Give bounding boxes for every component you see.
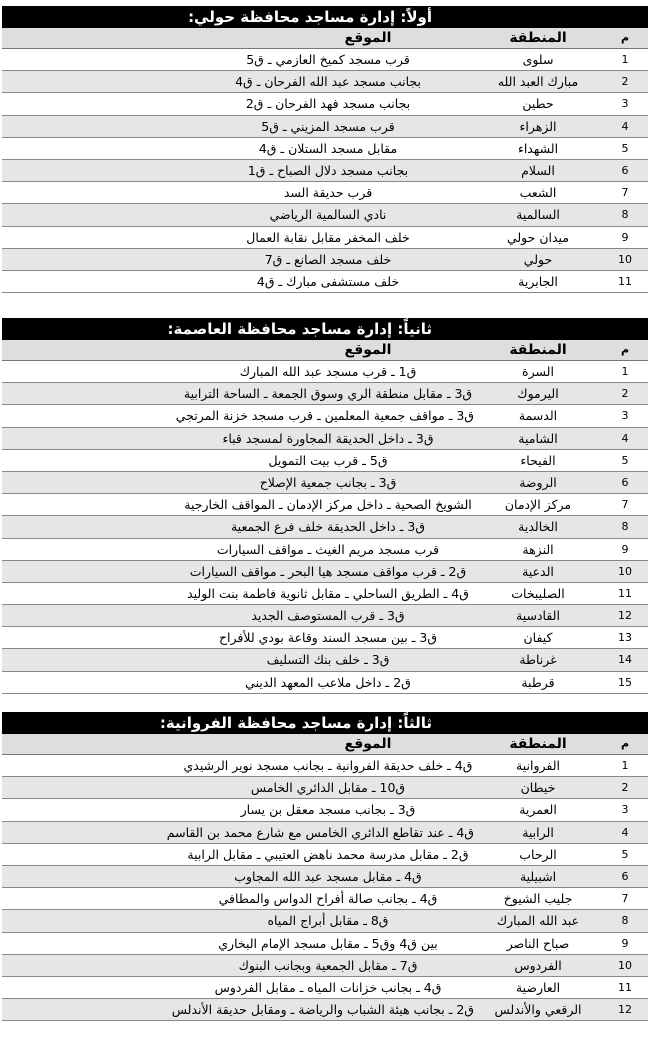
row-number: 1 [621,53,629,66]
row-area: مركز الإدمان [504,497,572,513]
row-location: ق1 ـ قرب مسجد عبد الله المبارك [239,364,417,379]
row-location: ق7 ـ مقابل الجمعية وبجانب البنوك [238,957,418,973]
table-row [2,472,648,494]
row-location: بجانب مسجد عبد الله الفرحان ـ ق4 [235,74,421,90]
table-row [2,955,648,977]
row-number: 10 [618,564,632,578]
row-location: ق5 ـ قرب بيت التمويل [268,452,388,468]
table-row [2,450,648,472]
row-area: الخالدية [518,519,558,535]
row-number: 4 [621,119,629,133]
row-number: 4 [621,825,629,839]
table-row [2,516,648,538]
row-area: جليب الشيوخ [503,891,573,907]
table-row [2,627,648,649]
row-location: ق4 ـ الطريق الساحلي ـ مقابل ثانوية فاطمة بنت الوليد [187,585,469,601]
table-row [2,605,648,627]
row-location: ق4 ـ مقابل مسجد عبد الله المجاوب [234,868,422,884]
row-number: 8 [621,208,629,222]
row-area: صباح الناصر [506,935,570,951]
row-area: حولي [523,251,553,267]
row-area: غرناطة [519,652,557,668]
table-row [2,672,648,694]
row-area: الشعب [519,185,557,201]
row-number: 3 [621,409,629,423]
row-location: خلف مستشفى مبارك ـ ق4 [256,273,400,289]
row-number: 11 [618,980,632,994]
table-row [2,227,648,249]
row-location: ق8 ـ مقابل أبراج المياه [267,913,389,929]
row-location: ق4 ـ خلف حديقة الفروانية ـ بجانب مسجد نوير الرشيدي [183,758,473,773]
table-row [2,116,648,138]
row-number: 3 [621,97,629,111]
row-area: الشهداء [517,140,559,156]
table-row [2,182,648,204]
row-location: قرب مسجد مريم الغيث ـ مواقف السيارات [216,541,440,557]
row-location: ق3 ـ داخل الحديقة المجاورة لمسجد قباء [222,430,434,446]
row-location: ق3 ـ مقابل منطقة الري وسوق الجمعة ـ الساحة الترابية [183,386,473,402]
table-row [2,249,648,271]
table-row [2,361,648,383]
table-row [2,866,648,888]
section-title: ثالثاً: إدارة مساجد محافظة الفروانية: [2,712,648,734]
table-row [2,933,648,955]
table-row [2,138,648,160]
table-row [2,428,648,450]
row-location: بجانب مسجد دلال الصباح ـ ق1 [247,162,409,178]
row-location: قرب حديقة السد [283,185,373,201]
row-area: خيطان [520,780,556,796]
row-area: الشامية [518,430,558,446]
table-row [2,999,648,1021]
row-area: عبد الله المبارك [496,913,580,929]
row-area: السالمية [516,207,560,223]
table-row [2,160,648,182]
table-row [2,49,648,71]
table-row [2,755,648,777]
row-number: 2 [621,387,629,401]
table-row [2,539,648,561]
row-number: 12 [618,1003,632,1017]
row-location: ق4 ـ بجانب صالة أفراح الدواس والمطافي [218,891,438,907]
row-location: ق10 ـ مقابل الدائري الخامس [250,780,406,796]
row-area: ميدان حولي [506,229,570,245]
row-area: الفروانية [516,758,560,773]
section-title: أولاً: إدارة مساجد محافظة حولي: [2,6,648,28]
row-area: الصليبخات [511,585,565,601]
row-area: كيفان [523,630,553,646]
row-number: 15 [618,675,632,689]
table-row [2,405,648,427]
table-header [2,340,648,361]
row-area: اليرموك [517,386,559,402]
row-number: 2 [621,781,629,795]
row-number: 6 [621,163,629,177]
header-area: المنطقة [509,30,567,46]
row-number: 7 [621,892,629,906]
row-location: خلف مسجد الصانع ـ ق7 [264,251,392,267]
row-number: 13 [618,631,632,645]
row-number: 1 [621,759,629,772]
header-number: م [620,31,630,44]
table-row [2,649,648,671]
table-row [2,494,648,516]
row-area: سلوى [522,52,554,67]
table-row [2,93,648,115]
row-location: ق3 ـ خلف بنك التسليف [266,652,390,668]
row-location: ق3 ـ مواقف جمعية المعلمين ـ قرب مسجد خزنة المرتجي [175,408,474,424]
row-number: 5 [621,453,629,467]
table-row [2,383,648,405]
table-row [2,799,648,821]
row-number: 12 [618,609,632,623]
header-location: الموقع [344,30,392,46]
row-location: قرب مسجد كميخ العازمي ـ ق5 [246,52,410,67]
row-location: ق3 ـ بجانب جمعية الإصلاح [259,474,397,490]
header-number: م [620,343,630,356]
section-3 [2,712,648,1021]
row-location: بجانب مسجد فهد الفرحان ـ ق2 [245,96,411,112]
row-location: ق2 ـ بجانب هيئة الشباب والرياضة ـ ومقابل حديقة الأندلس [171,1002,474,1018]
table-row [2,204,648,226]
row-number: 11 [618,586,632,600]
row-location: ق4 ـ عند تقاطع الدائري الخامس مع شارع محمد بن القاسم [166,824,474,840]
row-number: 6 [621,869,629,883]
table-row [2,777,648,799]
row-area: العارضية [515,979,561,995]
row-location: الشويخ الصحية ـ داخل مركز الإدمان ـ المواقف الخارجية [184,497,472,513]
header-area: المنطقة [509,736,567,752]
row-area: السلام [521,162,555,178]
row-location: قرب مسجد المزيني ـ ق5 [261,118,395,134]
row-area: الدعية [522,563,554,579]
row-area: الزهراء [519,118,557,134]
row-area: السرة [522,364,554,379]
row-area: قرطبة [521,674,555,690]
table-header [2,734,648,755]
row-area: القادسية [516,608,560,624]
header-location: الموقع [344,736,392,752]
row-location: بين ق4 وق5 ـ مقابل مسجد الإمام البخاري [218,935,438,951]
table-row [2,71,648,93]
table-row [2,561,648,583]
header-area: المنطقة [509,342,567,358]
row-number: 9 [621,936,629,950]
row-area: الرابية [522,824,554,840]
row-number: 5 [621,847,629,861]
row-location: ق2 ـ داخل ملاعب المعهد الديني [245,674,411,690]
row-number: 2 [621,75,629,89]
row-area: العمرية [519,802,557,818]
row-location: ق3 ـ بين مسجد السند وقاعة بودي للأفراح [218,630,438,646]
section-title: ثانياً: إدارة مساجد محافظة العاصمة: [2,318,648,340]
table-row [2,271,648,293]
row-area: الفيحاء [520,452,556,468]
table-header [2,28,648,49]
row-location: ق3 ـ داخل الحديقة خلف فرع الجمعية [230,519,426,535]
row-area: الفردوس [514,957,562,973]
row-number: 10 [618,252,632,266]
row-area: الرحاب [519,846,557,862]
row-number: 10 [618,958,632,972]
table-row [2,583,648,605]
row-location: ق2 ـ مقابل مدرسة محمد ناهض العتيبي ـ مقابل الرابية [187,846,469,862]
row-number: 5 [621,141,629,155]
row-number: 14 [618,653,632,667]
row-location: ق3 ـ بجانب مسجد معقل بن يسار [240,802,416,818]
header-location: الموقع [344,342,392,358]
row-location: نادي السالمية الرياضي [269,207,387,223]
row-number: 11 [618,274,632,288]
row-number: 7 [621,186,629,200]
row-number: 9 [621,542,629,556]
section-1 [2,6,648,293]
row-number: 7 [621,498,629,512]
table-row [2,910,648,932]
row-number: 4 [621,431,629,445]
table-row [2,822,648,844]
row-area: الروضة [519,474,557,490]
row-number: 9 [621,230,629,244]
section-2 [2,318,648,694]
table-row [2,977,648,999]
row-location: ق4 ـ بجانب خزانات المياه ـ مقابل الفردوس [214,979,442,995]
row-location: ق2 ـ قرب مواقف مسجد هيا البحر ـ مواقف السيارات [189,563,467,579]
row-number: 8 [621,914,629,928]
row-area: الدسمة [518,408,558,424]
table-row [2,888,648,910]
table-row [2,844,648,866]
row-area: النزهة [522,541,554,557]
row-area: مبارك العبد الله [497,74,579,90]
row-number: 1 [621,365,629,378]
row-area: اشبيلية [519,868,557,884]
header-number: م [620,737,630,750]
row-area: الجابرية [518,273,558,289]
row-number: 8 [621,520,629,534]
row-number: 6 [621,475,629,489]
row-location: ق3 ـ قرب المستوصف الجديد [251,608,405,624]
row-area: الرقعي والأندلس [494,1002,582,1018]
row-location: خلف المخفر مقابل نقابة العمال [246,229,410,245]
row-area: حطين [522,96,554,112]
row-location: مقابل مسجد الستلان ـ ق4 [258,140,398,156]
row-number: 3 [621,803,629,817]
